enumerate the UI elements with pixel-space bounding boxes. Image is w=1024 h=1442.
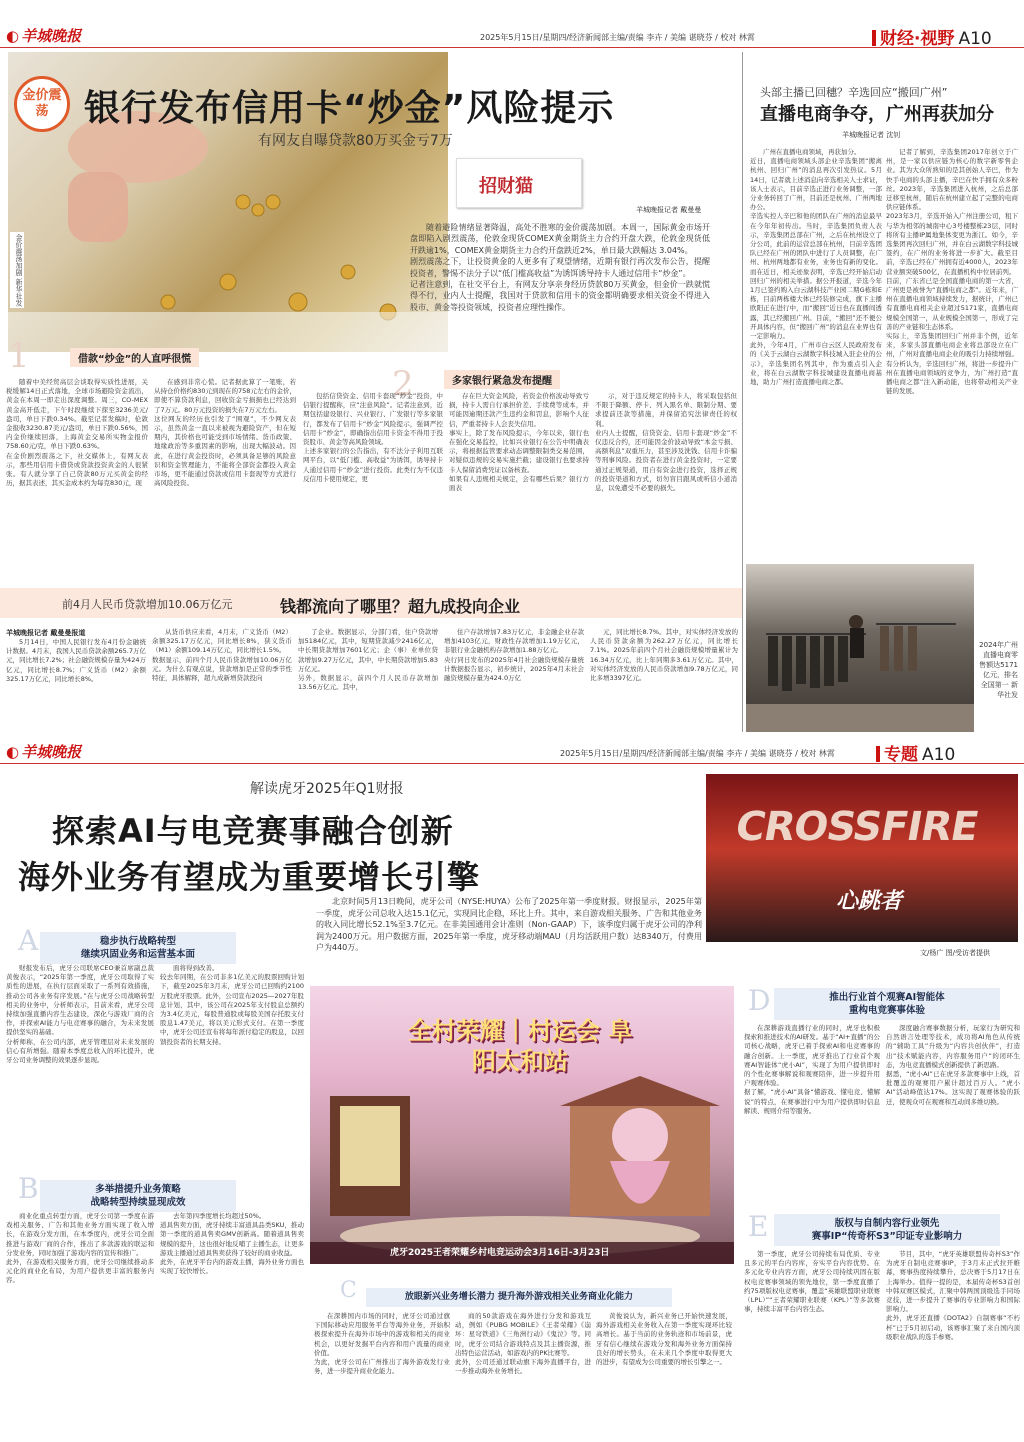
- section-name: 财经·视野: [880, 29, 955, 49]
- strip-col2-text: 从货币供应来看，4月末，广义货币（M2）余额325.17万亿元，同比增长8%，狭义货币（M1）余额109.14万亿元，同比增长1.5%。 数据显示，前四个月人民币贷款增加10.06万亿元。为什么有观点说，贷款增加是正常的季节性特征，具体解释，超九成新增贷款投向: [152, 628, 292, 683]
- a-col1-text: 财报发布后，虎牙公司联席CEO兼首席副总裁黄俊表示，“2025年第一季度，虎牙公司取得了实质性的进展，在执行层面采取了一系列有效措施，推动公司各业务有序发展。”在与虎牙公司战略转型相关的业务中，分析师表示，目前来看，虎牙公司持续加强直播内容生态建设，深化与游戏厂商的合作，并探索AI能力与电竞赛事的融合，为未来发展提供坚实的基础。 分析师称，在公司内部，虎牙管理层对未来发展的信心有所增强。随着本季度总收入的环比提升，虎牙公司业务调整的效果逐步显现。: [6, 964, 154, 1065]
- e-col2-text: 节目，其中，“虎牙英雄联盟传奇杯S3”作为虎牙自制电竞赛事IP，于3月末正式拉开帷幕，赛事热度持续攀升，总决赛于5月17日在上海举办。值得一提的是，本届传奇杯S3首创中韩双赛区模式，汇聚中韩两国顶级选手同场竞技，进一步提升了赛事的专业影响力和国际影响力。 此外，虎牙还直播《DOTA2》自制赛事“不朽杯”已于5月初启动，该赛事汇聚了来自国内顶级职业战队的选手参赛。: [886, 1250, 1020, 1341]
- logo-swirl-icon: ◐: [6, 27, 20, 45]
- top-header: [0, 22, 1024, 48]
- section1-heading: 借款“炒金”的人直呼很慌: [70, 348, 199, 367]
- strip-col3: [298, 628, 438, 730]
- bottom-logo-swirl-icon: ◐: [6, 743, 20, 761]
- right-reporter: 羊城晚报记者 沈钊: [842, 131, 901, 139]
- crossfire-poster: [706, 774, 1018, 942]
- side-photo-caption: 金价震荡加剧 新华社发: [10, 232, 24, 308]
- d-col2-text: 深度融合赛事数据分析，玩家行为研究和自然语言处理等技术，成功将AI角色从传统的“辅助工具”升级为“内容共创伙伴”，打造出“技术赋能内容，内容服务用户”的闭环生态，为电竞直播模式创新提供了新思路。 据悉，“虎小AI”已在虎牙多款赛事中上线，首批覆盖的观赛用户累计超过百万人。“虎小AI”活动峰值达17%。这实现了观赛体验的跃迁，使观众可在观赛和互动间多维切换。: [886, 1024, 1020, 1106]
- top-lead-text: 随着避险情绪显著降温，高处不胜寒的金价震荡加剧。本周一，国际黄金市场开盘即陷入剧烈震荡，伦敦金现货COMEX黄金期货主力合约开盘大跌，伦敦金现货低开跌逾1%，COMEX黄金期货主力合约开盘跌近2%，单日最大跌幅达 3.04%。 剧烈震荡之下，让投资黄金的人更多有了观望情绪，近期有银行再次发布公告，提醒投资者，警惕不法分子以“低门槛高收益”为诱饵诱导持卡人通过信用卡“炒金”。 记者注意到，在社交平台上，有网友分享亲身经历贷款80万买黄金，但金价一跌就慌得不行，业内人士提醒，我国对于贷款和信用卡的资金都明确要求相关资金不得进入股市、黄金等投资领域，投资者应理性操作。: [410, 223, 710, 312]
- section-bar: [872, 30, 876, 46]
- topic-badge: 金价震荡: [14, 76, 70, 132]
- e-col2: [886, 1250, 1020, 1438]
- top-col5: [595, 392, 737, 578]
- right-headline: 直播电商争夺，广州再获加分: [760, 104, 994, 125]
- strip-col5-text: 元，同比增长8.7%。其中，对实体经济发放的人民币贷款余额为262.27万亿元，同比增长7.1%。2025年前四个月社会融资规模增量累计为16.34万亿元，比上年同期多3.61万亿元。其中，对实体经济发放的人民币贷款增加9.78万亿元，同比多增3397亿元。: [590, 628, 738, 683]
- bottom-section-name: 专题: [884, 745, 918, 765]
- bottom-lead: [316, 896, 702, 982]
- section-e-heading: 版权与自制内容行业领先 赛事IP“传奇杯S3”印证专业影响力: [774, 1214, 1000, 1246]
- c-col1: [314, 1312, 450, 1438]
- strip-headline: 钱都流向了哪里？超九成投向企业: [280, 597, 521, 616]
- bank-logo-card: [456, 158, 582, 208]
- d-col2: [886, 1024, 1020, 1220]
- strip-reporter: 羊城晚报记者 戴曼曼报道: [6, 629, 86, 637]
- bottom-issue-meta: 2025年5月15日/星期四/经济新闻部主编/责编 李卉 / 美编 谌晓芬 / 校对 林霄: [560, 749, 835, 758]
- issue-meta: 2025年5月15日/星期四/经济新闻部主编/责编 李卉 / 美编 谌晓芬 / 校对 林霄: [480, 33, 755, 42]
- b-col2: [160, 1212, 304, 1438]
- section-b-letter: B: [18, 1172, 39, 1205]
- poster-subtitle: 心跳者: [836, 889, 903, 914]
- section-label: [872, 24, 992, 49]
- section-d-heading: 推出行业首个观赛AI智能体 重构电竞赛事体验: [774, 988, 1000, 1020]
- a-col1: [6, 964, 154, 1136]
- poster-title: CROSSFIRE: [731, 804, 982, 850]
- bottom-page-number: A10: [922, 745, 956, 765]
- section-a-heading: 稳步执行战略转型 继续巩固业务和运营基本面: [40, 932, 236, 964]
- top-col2-text: 在感到非常心慌。记者据此算了一笔账，若从持仓价格约830元到现在的758元左右的金价，即使不算贷款利息，回收资金亏损损也已经达到了7万元。80万元投资的损失在7万元左右。 这位网友的经历也引发了“围观”，不少网友表示，虽然黄金一直以来被视为避险资产，但在短期内，其价格也可能受到市场情绪、货币政策、地缘政治等多重因素的影响，出现大幅波动。因此，在进行黄金投资时，必须具备足够的风险意识和资金管理能力，不能将全部资金都投入黄金市场，更不能通过贷款或信用卡套现等方式进行高风险投资。: [154, 378, 296, 488]
- top-col4: [449, 392, 589, 578]
- e-col1: [744, 1250, 880, 1438]
- strip-col1: [6, 638, 146, 730]
- vertical-divider: [742, 52, 743, 732]
- top-col4-text: 存在巨大资金风险，若资金价格波动导致亏损，持卡人需自行承担价差、手续费等成本，并可能因逾期还款产生违约金和罚息，影响个人征信，严重者持卡人会丧失信用。 事实上，除了发布风险提示，今年以来，银行也在强化交易监控，比如兴业银行在公告中明确表示，将根据监管要求动态调整限制类交易范围，对疑似违规的交易实施拦截；建设银行也要求持卡人保留消费凭证以备核查。 如果有人违规相关规定，会有哪些后果？银行方面表: [449, 392, 589, 493]
- bottom-newspaper-logo: [6, 741, 81, 762]
- bottom-section-bar: [876, 746, 880, 762]
- c-col2-text: 商的50款游戏在海外进行分发和游戏互动，例如《PUBG MOBILE》《王者荣耀》《崩坏：星穹铁道》《三角洲行动》《鬼泣》等。同时，虎牙公司结合游戏特点及其主播资源，推出特色运营活动，如游戏内的PK比赛等。 此外，公司还通过联动旗下海外直播平台，进一步推动海外业务增长。: [455, 1312, 591, 1376]
- c-col3-text: 黄俊说认为，新兴业务已开始快速发展，海外游戏相关业务收入在第一季度实现环比较高增长。基于当前的业务轨迹和市场前景，虎牙有信心继续在游戏分发和海外业务方面保持良好的增长势头，在未来几个季度中取得更大的进步，有望成为公司重要的增长引擎之一。: [596, 1312, 732, 1367]
- newspaper-logo: [6, 25, 81, 46]
- photo-credit: 文/杨广 图/受访者提供: [920, 949, 990, 957]
- c-col1-text: 在深耕国内市场的同时，虎牙公司通过旗下国际移动应用服务平台等海外业务，开始积极探索提升在海外市场中的游戏和相关的商业机会，以更好发掘平台内容和用户流量的商业价值。 为此，虎牙公司在广州推出了海外游戏发行业务，进一步提升商业化能力。: [314, 1312, 450, 1376]
- bottom-headline-1: 探索AI与电竞赛事融合创新: [52, 812, 454, 850]
- strip-col5: [590, 628, 738, 730]
- game-banner-caption: 虎牙2025王者荣耀乡村电竞运动会3月16日-3月23日: [310, 1242, 734, 1264]
- section-d-letter: D: [748, 984, 771, 1017]
- bottom-section-label: [876, 740, 955, 765]
- strip-col4-text: 住户存款增加7.83万亿元，非金融企业存款增加4103亿元，财政性存款增加1.19万亿元，非银行业金融机构存款增加1.88万亿元。 央行同日发布的2025年4月社会融资规模存量统计数据报告显示，初步统计，2025年4月末社会融资规模存量为424.0万亿: [444, 628, 584, 683]
- right-kicker: 头部主播已回穗？辛选回应“搬回广州”: [760, 86, 948, 99]
- headline-top: 银行发布信用卡“炒金”风险提示: [84, 88, 615, 129]
- right-photo-caption: 2024年广州直播电商零售额达5171亿元，排名全国第一 新华社发: [979, 641, 1018, 699]
- strip-col4: [444, 628, 584, 730]
- game-event-banner: [310, 986, 734, 1264]
- c-col3: [596, 1312, 732, 1438]
- section-c-heading: 放眼新兴业务增长潜力 提升海外游戏相关业务商业化能力: [366, 1288, 672, 1307]
- a-col2: [160, 964, 304, 1144]
- game-banner-title: 全村荣耀｜村运会 阜阳太和站: [407, 1017, 633, 1075]
- strip-col1-text: 5月14日，中国人民银行发布4月份金融统计数据。4月末，我国人民币贷款余额265.7万亿元，同比增长7.2%；社会融资规模存量为424万亿元，同比增长8.7%；广义货币（M2）余额325.17万亿元，同比增长8%。: [6, 638, 146, 683]
- section2-number: 2: [392, 364, 414, 404]
- logo-card-text: 招财猫: [479, 176, 533, 197]
- right-col2: [886, 148, 1018, 558]
- b-col1: [6, 1212, 154, 1438]
- b-col1-text: 商业化重点转型方面，虎牙公司第一季度在游戏相关服务、广告和其他业务方面实现了收入增长，在游戏分发方面，在本季度内，虎牙公司全面推进与游戏厂商的合作，推出了多款游戏的联运和分发业务，同时加强了游戏内容的宣传和推广。 此外，在游戏相关服务方面，虎牙公司继续推动多元化的商业化布局，为用户提供更丰富的服务内容。: [6, 1212, 154, 1285]
- bottom-headline-2: 海外业务有望成为重要增长引擎: [18, 858, 481, 896]
- strip-kicker: 前4月人民币贷款增加10.06万亿元: [62, 598, 233, 611]
- b-col2-text: 去年第四季度增长均超过50%。 道具售卖方面，虎牙持续丰富道具品类SKU，推动第一季度的道具售卖GMV创新高。随着道具售卖规模的提升，这也很好地反哺了主播生态，让更多游戏主播通过道具售卖获得了较好的商业收益。 此外，在虎牙平台内的游戏主播，海外业务方面也实现了较快增长。: [160, 1212, 304, 1276]
- d-col1: [744, 1024, 880, 1220]
- right-col1: [750, 148, 882, 558]
- d-col1-text: 在深耕游戏直播行业的同时，虎牙也积极探索和推进技术的AI研发。基于“AI+直播”的公司核心战略，虎牙已着手探索AI和电竞赛事的融合创新。上一季度，虎牙推出了行业首个观赛AI智能体“虎小AI”，实现了为用户提供即时的个性化赛事解说和观赛陪伴，进一步提升用户观赛体验。 据了解，“虎小AI”具备“懂游戏、懂电竞、懂解说”的特点，在赛事进行中为用户提供即时信息解读、规则介绍等服务。: [744, 1024, 880, 1115]
- right-col2-text: 记者了解到，辛选集团2017年创立于广州，是一家以供应链为核心的数字新零售企业。其为大众所熟知的是其创始人辛巴，作为快手电商的头部主播，辛巴在快手拥有众多粉丝。2023年，辛选集团进入杭州，之后总部迁移至杭州，随后在杭州建立起了完整的电商供应链体系。 2023年3月，辛选开始入广州注册公司，租下与华为相邻的城南中心3号楼整栋23层，同时将所有主播IP属地集体变更为浙江。如今，辛选集团再次回归广州，并在白云湖数字科技城签约，在广州的业务将进一步扩大。截至目前，辛选已经在广州拥有近4000人，2023年营业额突破500亿，在直播机构中位居前列。 目前，广东省已是全国直播电商的第一大省，广州更是被誉为“直播电商之都”。近年来，广州在直播电商领域持续发力，据统计，广州已有直播电商相关企业超过5171家，直播电商规模全国第一，从业规模全国第一，形成了完善的产业链和生态体系。 实际上，辛选集团回归广州并非个例，近年来，多家头部直播电商企业将总部设立在广州，广州对直播电商企业的吸引力持续增强。有分析认为，辛选回归广州，将进一步提升广州在直播电商领域的竞争力，为广州打造“直播电商之都”注入新动能，也将带动相关产业链的发展。: [886, 148, 1018, 396]
- top-reporter: 羊城晚报记者 戴曼曼: [636, 206, 702, 214]
- section-a-letter: A: [18, 924, 39, 957]
- bottom-header: [0, 738, 1024, 764]
- top-col3-text: 包括信贷资金、信用卡套现“炒金”投资，中信银行提醒称，应“注意风险”。记者注意到，近期包括建设银行、兴业银行、广发银行等多家银行，都发布了信用卡“炒金”风险提示，强调严控信用卡“炒金”，即确指出信用卡资金不得用于投资股市、黄金等高风险领域。 上述多家银行的公告指出，有不法分子利用互联网平台，以“低门槛、高收益”为诱饵，诱导持卡人通过信用卡“炒金”进行投资。此类行为不仅违反信用卡使用规定，更: [303, 392, 443, 483]
- section-b-heading: 多举措提升业务策略 战略转型持续显现成效: [40, 1180, 236, 1212]
- strip-col3-text: 了企业。数据显示，分部门看，住户贷款增加5184亿元，其中，短期贷款减少2416亿元，中长期贷款增加7601亿元；企（事）业单位贷款增加9.27万亿元，其中，中长期贷款增加5.83万亿元。 另外，数据显示，前四个月人民币存款增加13.56万亿元。其中，: [298, 628, 438, 692]
- section2-heading: 多家银行紧急发布提醒: [444, 370, 560, 389]
- top-col1-text: 随着中美经贸高层会谈取得实质性进展，关税缓解14日正式落地，全球市场避险资金流出，黄金在本周一即走出深度调整。周三，CO-MEX黄金高开低走，下午时段继续下探至3236美元/盎司，单日下跌0.34%。截至记者发稿时，伦敦金报收3230.87美元/盎司，单日下跌0.56%，国内金价继续回落，上海黄金交易所实物金报价758.60元/克，单日下跌0.63%。 在金价剧烈震荡之下，社交媒体上，有网友表示，那些用信用卡借贷或贷款投资黄金的人很紧张。有人就分享了自己贷款80万元买黄金的经历，据其表述，其买金成本约为每克830元，现: [6, 378, 148, 488]
- headline-subtitle: 有网友自曝贷款80万买金亏7万: [258, 133, 453, 149]
- bottom-logo-text: 羊城晚报: [21, 743, 82, 761]
- top-col2: [154, 378, 296, 578]
- e-col1-text: 第一季度，虎牙公司持续布局优质、专业且多元的平台内容库，夯实平台内容优势。在多元化专业内容方面，虎牙公司持续巩固在版权电竞赛事领域的领先地位，第一季度直播了约75项版权电竞赛事，覆盖“英雄联盟职业联赛（LPL）”“王者荣耀职业联赛（KPL）”等多款赛事，持续丰富平台内容生态。: [744, 1250, 880, 1314]
- top-col3: [303, 392, 443, 578]
- section-e-letter: E: [748, 1210, 769, 1243]
- section-c-letter: C: [340, 1278, 357, 1303]
- right-col1-text: 广州在直播电商领域，再获加分。 近日，直播电商领域头部企业辛选集团“搬离杭州、回归广州”的消息再次引发热议。5月14日，记者就上述消息向辛选相关人士求证，该人士表示，目前辛选正进行业务调整，一部分业务转回了广州，目前还是杭州、广州两地办公。 辛选实控人辛巴和他的团队在广州的消息最早在今年年初传出。当时，辛选集团负责人表示，辛选集团总部在广州，之后在杭州设立了分公司，此前的运营总部在杭州，目前辛选团队已经在广州的团队中进行了人员调整，在广州、杭州两地都有业务，业务也有新的变化。而在近日，相关迹象表明，辛选已经开始启动回归广州的相关举措。据公开报道，辛选今年1月已签约购入白云湖科技产业园二期G栋和E栋，目前两栋楼大体已经装修完成，旗下主播欧阳正在进行中，而“搬回”近日也在直播间透露，其已经搬回广州。目前，“搬回”还不便公开具体内容，但“搬回广州”的消息在业界也有一定影响力。 此外，今年4月，广州市白云区人民政府发布的《关于云湖白云湖数字科技城入驻企业的公示》，辛选集团名列其中，作为重点引入企业，将在白云湖数字科技城建设直播电商基地，助力广州打造直播电商之都。: [750, 148, 882, 387]
- strip-col2: [152, 628, 292, 730]
- bottom-lead-text: 北京时间5月13日晚间，虎牙公司（NYSE:HUYA）公布了2025年第一季度财报。财报显示，2025年第一季度，虎牙公司总收入达15.1亿元，实现同比企稳，环比上升。其中，来自游戏相关服务、广告和其他业务的收入同比增长52.1%至3.7亿元。在非美国通用会计准则（Non-GAAP）下，该季度归属于虎牙公司的净利润为2400万元。用户数据方面，2025年第一季度，虎牙移动端MAU（月均活跃用户数）达8340万，付费用户为440万。: [316, 897, 702, 952]
- clothing-racks-illustration: [746, 564, 974, 732]
- c-col2: [455, 1312, 591, 1438]
- logo-text: 羊城晚报: [21, 27, 82, 45]
- section1-number: 1: [8, 336, 30, 376]
- top-col1: [6, 378, 148, 578]
- bottom-kicker: 解读虎牙2025年Q1财报: [250, 781, 404, 797]
- top-col5-text: 示，对于违反规定的持卡人，将采取包括但不限于降额、停卡、列入黑名单、限制分期、要求提前还款等措施，并保留追究法律责任的权利。 业内人士提醒，信贷资金、信用卡套现“炒金”不仅违反合约，还可能因金价波动导致“本金亏损、高额利息”双重压力，甚至涉及洗钱、信用卡诈骗等刑事风险。投资者在进行黄金投资时，一定要通过正规渠道，用自有资金进行投资，选择正规的投资渠道和方式，切勿盲目跟风或听信小道消息，以免遭受不必要的损失。: [595, 392, 737, 493]
- a-col2-text: 面将得到改善。 较去年同期，在公司非多1亿美元的股票回购计划下，截至2025年3月末，虎牙公司已回购约2100万股虎牙股票。此外，公司宣布2025—2027年股息计划，其中，该公司在2025年支付股息总额约为3.4亿美元，每股普通股或每股美国存托股支付股息1.47美元，将以美元形式支付。在第一季度中，虎牙公司还宣布将每年派付稳定的股息，以回馈投资者的长期支持。: [160, 964, 304, 1046]
- page-number: A10: [958, 29, 992, 49]
- top-lead: [410, 222, 710, 350]
- livestream-store-photo: [746, 564, 974, 732]
